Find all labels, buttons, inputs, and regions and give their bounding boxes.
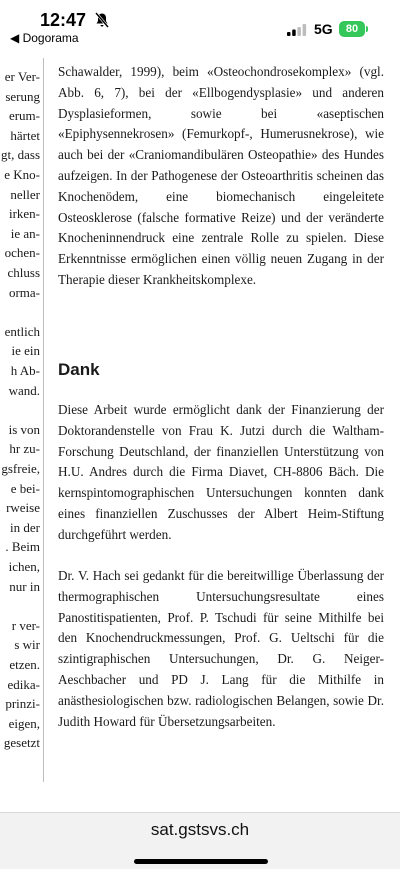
document-page[interactable] xyxy=(0,48,400,812)
left-column-fragments xyxy=(0,68,40,764)
left-column-line: chluss xyxy=(7,265,40,280)
left-column-line: härtet xyxy=(10,127,40,143)
left-column-line: in der xyxy=(10,519,40,535)
acknowledgement-paragraph-2: Dr. V. Hach sei gedankt für die bereitwillige Überlassung der thermographischen Untersuchungsresultate eines Panostitispatienten, Prof. P. Tschudi für seine Mithilfe bei den Knochendruckmessungen, Prof. G. Ueltschi für die szintigraphischen Untersuchungen, Dr. G. Neiger-Aeschbacher und PD J. Lang für die Mithilfe in anästhesiologischen bzw. radiologischen Belangen, sowie Dr. Judith Howard für Übersetzungsarbeiten. xyxy=(58,568,384,729)
left-column-line: wand. xyxy=(8,382,40,398)
left-column-line: s wir xyxy=(14,637,40,653)
left-column-line: eigen, xyxy=(8,715,40,731)
left-column-line: prinzi- xyxy=(5,696,40,712)
battery-icon xyxy=(339,21,365,37)
left-column-line: ichen, xyxy=(8,559,40,574)
left-column-line: nur in xyxy=(9,578,40,594)
left-column-line: hr zu- xyxy=(9,441,40,457)
left-column-line: e Kno- xyxy=(4,167,40,182)
acknowledgement-paragraph: Diese Arbeit wurde ermöglicht dank der Finanzierung der Doktorandenstelle von Frau K. Jutzi durch die Waltham-Forschung Deutschland, der finanziellen Unterstützung von H.U. Andres durch die Firma Diavet, CH-8806 Bäch. Die kernspintomographischen Untersuchungen konnten dank eines finanziellen Zuschusses der Albert Heim-Stiftung durchgeführt werden. xyxy=(58,402,384,542)
cellular-signal-icon xyxy=(287,24,307,36)
left-column-line: erum- xyxy=(8,108,40,124)
left-column-line: neller xyxy=(10,186,40,202)
left-column-line: er Ver- xyxy=(4,69,40,84)
section-heading: Dank xyxy=(58,360,100,379)
left-column-line: gsfreie, xyxy=(1,461,40,476)
left-column-line: gesetzt xyxy=(3,735,40,751)
battery-level: 80 xyxy=(345,23,359,35)
back-to-app-link[interactable]: ◀ Dogorama xyxy=(10,31,79,45)
left-column-line: serung xyxy=(5,88,40,104)
left-column-line: r ver- xyxy=(11,617,40,633)
left-column-line: ie an- xyxy=(10,225,40,241)
left-column-line: h Ab- xyxy=(10,363,40,378)
left-column-line: edika- xyxy=(7,676,40,692)
left-column-line: orma- xyxy=(8,284,40,300)
url-text[interactable]: sat.gstsvs.ch xyxy=(150,820,250,839)
left-column-line: rweise xyxy=(6,500,40,516)
column-divider xyxy=(43,58,44,782)
network-type: 5G xyxy=(314,21,333,37)
home-indicator[interactable] xyxy=(134,859,268,864)
left-column-line: irken- xyxy=(8,206,40,222)
left-column-line: entlich xyxy=(4,323,40,339)
left-column-line: ochen- xyxy=(4,245,40,261)
body-paragraph: Schawalder, 1999), beim «Osteochondrosekomplex» (vgl. Abb. 6, 7), bei der «Ellbogendysplasie» und anderen Dysplasieformen, sowie bei «aseptischen «Epiphysennekrosen» (Femurkopf-, Humerusnekrose), wie auch bei der «Craniomandibulären Osteopathie» des Hundes aufzeigen. In der Pathogenese der Osteoarthritis scheinen das Knochenödem, eine biomechanisch eingeleitete Osteosklerose (falsche formative Reize) und der veränderte Knocheninnendruck eine zentrale Rolle zu spielen. Diese Erkenntnisse ermöglichen einen völlig neuen Zugang in der Therapie dieser Krankheitskomplexe. xyxy=(58,64,384,287)
left-column-line: is von xyxy=(8,421,40,437)
left-column-line: ie ein xyxy=(11,343,40,359)
silent-bell-icon xyxy=(95,12,109,28)
left-column-line: etzen. xyxy=(9,657,40,672)
left-column-line: e bei- xyxy=(10,480,40,496)
status-bar xyxy=(0,0,400,48)
left-column-line: . Beim xyxy=(5,539,40,555)
left-column-line: gt, dass xyxy=(1,147,40,163)
battery-tip xyxy=(366,26,368,32)
clock: 12:47 xyxy=(40,10,87,30)
browser-url-bar[interactable] xyxy=(0,812,400,869)
